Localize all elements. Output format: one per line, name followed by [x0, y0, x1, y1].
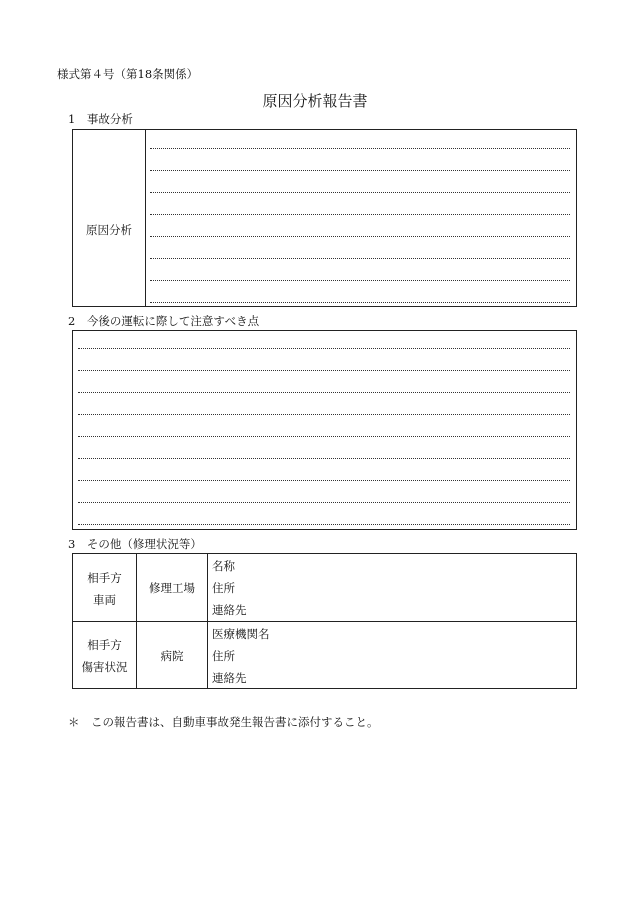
notes-line-2[interactable] [78, 370, 570, 371]
repair-shop-name-field[interactable]: 名称 [212, 559, 235, 573]
repair-shop-contact-field[interactable]: 連絡先 [212, 603, 247, 617]
cause-analysis-line-1[interactable] [150, 148, 570, 149]
notes-line-6[interactable] [78, 458, 570, 459]
cause-analysis-line-8[interactable] [150, 302, 570, 303]
vehicle-label-line1: 相手方 [87, 571, 122, 585]
cause-analysis-line-6[interactable] [150, 258, 570, 259]
section3-row-divider [72, 621, 577, 622]
section1-divider [145, 129, 146, 307]
hospital-name-field[interactable]: 医療機関名 [212, 627, 270, 641]
vehicle-label-line2: 車両 [93, 593, 116, 607]
notes-line-3[interactable] [78, 392, 570, 393]
cause-analysis-line-5[interactable] [150, 236, 570, 237]
notes-line-5[interactable] [78, 436, 570, 437]
cause-analysis-label: 原因分析 [86, 223, 132, 237]
section3-heading: 3 その他（修理状況等） [68, 537, 202, 551]
hospital-contact-field[interactable]: 連絡先 [212, 671, 247, 685]
hospital-label: 病院 [160, 649, 184, 663]
section1-heading: 1 事故分析 [68, 112, 133, 126]
cause-analysis-line-3[interactable] [150, 192, 570, 193]
page-title: 原因分析報告書 [262, 92, 368, 110]
footnote: ＊ この報告書は、自動車事故発生報告書に添付すること。 [68, 715, 379, 729]
cause-analysis-line-7[interactable] [150, 280, 570, 281]
repair-shop-label: 修理工場 [149, 581, 195, 595]
section2-box [72, 330, 577, 530]
notes-line-9[interactable] [78, 524, 570, 525]
cause-analysis-line-4[interactable] [150, 214, 570, 215]
hospital-address-field[interactable]: 住所 [212, 649, 235, 663]
notes-line-8[interactable] [78, 502, 570, 503]
injury-label-line2: 傷害状況 [81, 660, 128, 674]
section2-heading: 2 今後の運転に際して注意すべき点 [68, 314, 260, 328]
injury-label-line1: 相手方 [87, 638, 122, 652]
cause-analysis-line-2[interactable] [150, 170, 570, 171]
notes-line-7[interactable] [78, 480, 570, 481]
notes-line-1[interactable] [78, 348, 570, 349]
repair-shop-address-field[interactable]: 住所 [212, 581, 235, 595]
notes-line-4[interactable] [78, 414, 570, 415]
form-number: 様式第４号（第18条関係） [57, 67, 199, 81]
